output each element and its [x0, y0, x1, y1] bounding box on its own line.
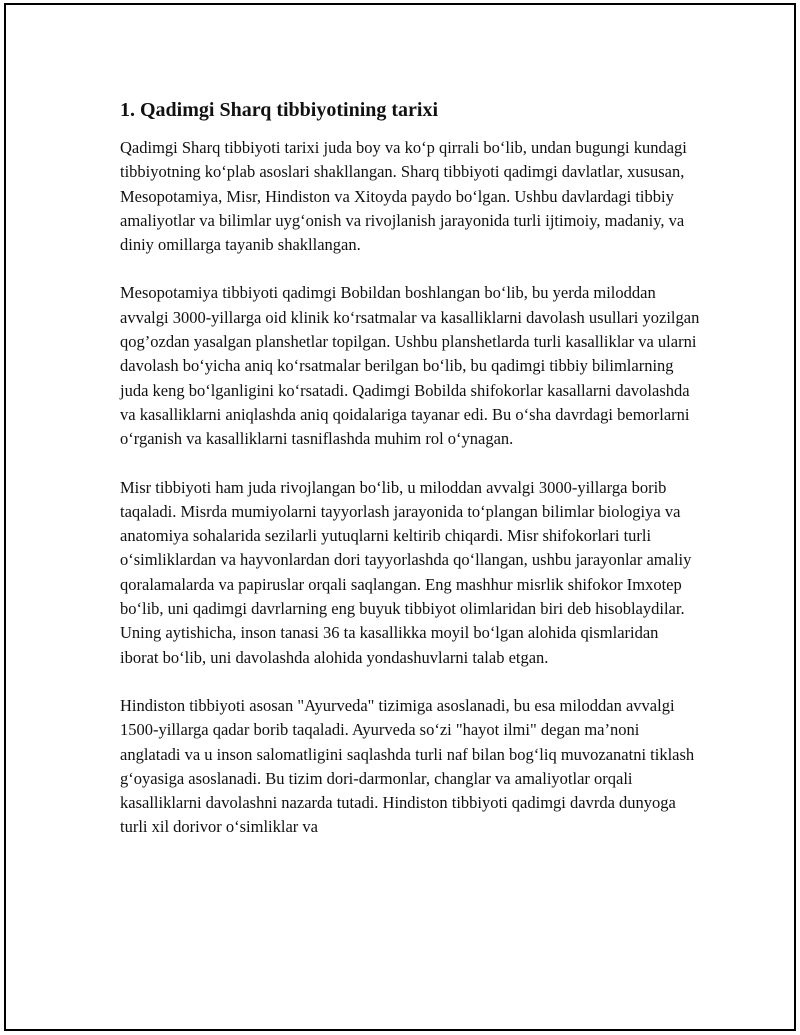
paragraph-india: Hindiston tibbiyoti asosan "Ayurveda" tizimiga asoslanadi, bu esa miloddan avvalgi 1500-yillarga qadar borib taqaladi. Ayurveda so‘zi "hayot ilmi" degan ma’noni anglatadi va u inson salomatligini saqlashda turli naf bilan bog‘liq muvozanatni tiklash g‘oyasiga asoslanadi. Bu tizim dori-darmonlar, changlar va amaliyotlar orqali kasalliklarni davolashni nazarda tutadi. Hindiston tibbiyoti qadimgi davrda dunyoga turli xil dorivor o‘simliklar va	[120, 695, 695, 837]
document-body	[120, 97, 700, 864]
paragraph-intro: Qadimgi Sharq tibbiyoti tarixi juda boy va ko‘p qirrali bo‘lib, undan bugungi kundagi tibbiyotning ko‘plab asoslari shakllangan. Sharq tibbiyoti qadimgi davlatlar, xususan, Mesopotamiya, Misr, Hindiston va Xitoyda paydo bo‘lgan. Ushbu davlardagi tibbiy amaliyotlar va bilimlar uyg‘onish va rivojlanish jarayonida turli ijtimoiy, madaniy, va diniy omillarga tayanib shakllangan.	[120, 138, 687, 255]
section-heading: 1. Qadimgi Sharq tibbiyotining tarixi	[120, 99, 439, 121]
paragraph-egypt: Misr tibbiyoti ham juda rivojlangan bo‘lib, u miloddan avvalgi 3000-yillarga borib taqaladi. Misrda mumiyolarni tayyorlash jarayonida to‘plangan bilimlar biologiya va anatomiya sohalarida sezilarli yutuqlarni keltirib chiqardi. Misr shifokorlari turli o‘simliklardan va hayvonlardan dori tayyorlashda qo‘llangan, ushbu jarayonlar amaliy qoralamalarda va papiruslar orqali saqlangan. Eng mashhur misrlik shifokor Imxotep bo‘lib, uni qadimgi davrlarning eng buyuk tibbiyot olimlaridan biri deb hisoblaydilar. Uning aytishicha, inson tanasi 36 ta kasallikka moyil bo‘lgan alohida qismlaridan iborat bo‘lib, uni davolashda alohida yondashuvlarni talab etgan.	[120, 477, 692, 667]
page-frame	[4, 3, 796, 1031]
paragraph-mesopotamia: Mesopotamiya tibbiyoti qadimgi Bobildan boshlangan bo‘lib, bu yerda miloddan avvalgi 3000-yillarga oid klinik ko‘rsatmalar va kasalliklarni davolash usullari yozilgan qog’ozdan yasalgan planshetlar topilgan. Ushbu planshetlarda turli kasalliklar va ularni davolash bo‘yicha aniq ko‘rsatmalar berilgan bo‘lib, bu qadimgi tibbiy bilimlarning juda keng bo‘lganligini ko‘rsatadi. Qadimgi Bobilda shifokorlar kasallarni davolashda va kasalliklarni aniqlashda aniq qoidalariga tayanar edi. Bu o‘sha davrdagi bemorlarni o‘rganish va kasalliklarni tasniflashda muhim rol o‘ynagan.	[120, 283, 700, 449]
